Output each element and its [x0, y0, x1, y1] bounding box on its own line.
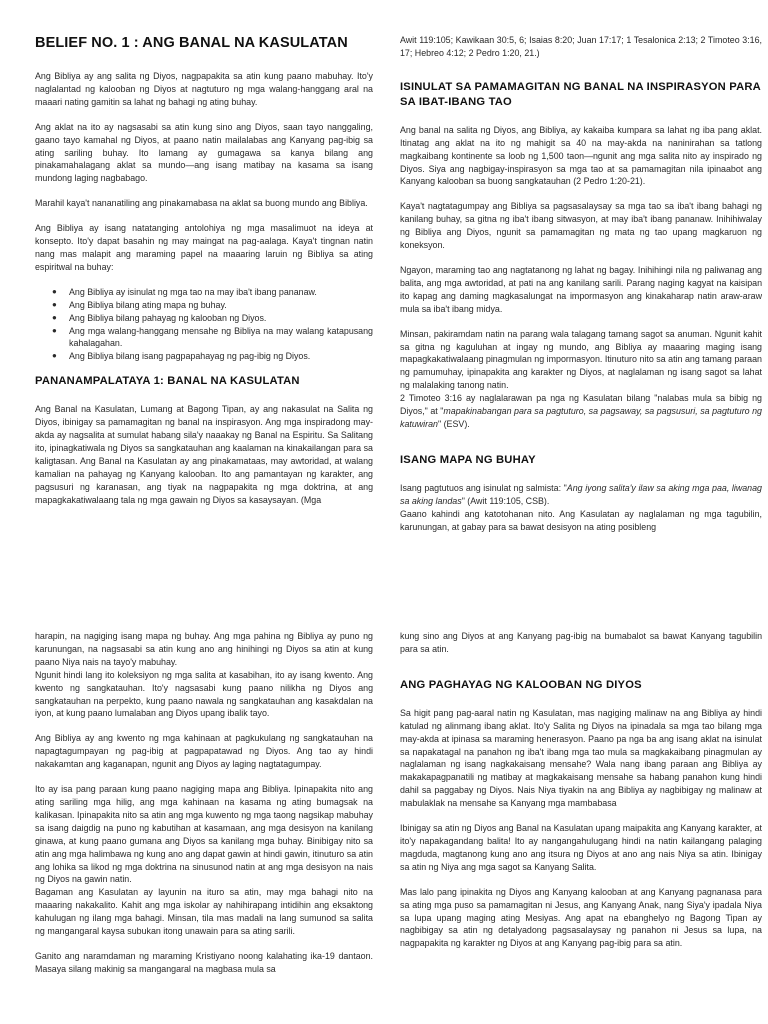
paragraph-with-quote — [400, 482, 762, 508]
paragraph: Marahil kaya't nananatiling ang pinakamabasa na aklat sa buong mundo ang Bibliya. — [35, 198, 368, 209]
paragraph: Ito ay isa pang paraan kung paano nagiging mapa ang Bibliya. Ipinapakita nito ang ating sariling mga hilig, ang mga kahinaan na kasama ng ating bumagsak na kalikasan. Ipinapakita nito sa atin ang mga kuwento ng mga taong nagsikap mabuhay sa isang daigdig na puno ng kabutihan at kasamaan, ang mga desisyon na kanilang ginawa, at kung paano gumana ang Diyos sa kanilang mga buhay. Binibigay nito sa atin ang mga halimbawa ng kung ano ang dapat gawin at hindi gawin, itinuturo sa atin ang lohika sa likod ng mga doktrina na sinusunod natin at ang mga desisyon na nais ng Diyos na gawin natin. — [35, 784, 373, 885]
quote-italic: Ang iyong salita'y ilaw sa aking mga paa, liwanag sa aking landas — [400, 482, 762, 506]
paragraph: kung sino ang Diyos at ang Kanyang pag-ibig na bumabalot sa bawat Kanyang tagubilin para sa atin. — [400, 631, 762, 654]
bullet-icon: ● — [52, 325, 57, 335]
bullet-icon: ● — [52, 351, 57, 361]
paragraph: Ang Bibliya ay ang kwento ng mga kahinaan at pagkukulang ng sangkatauhan na napagtagumpayan ng pag-ibig at pagpapatawad ng Diyos. Ang tao ay hindi nakakamtan ang kaganapan, ngunit ang Diyos ay laging nagtatagumpay. — [35, 733, 373, 770]
quote-italic: mapakinabangan para sa pagtuturo, sa pagsaway, sa pagsusuri, sa pagtuturo ng katuwiran — [400, 406, 762, 429]
paragraph: Ganito ang naramdaman ng maraming Kristiyano noong kalahating ika-19 dantaon. Masaya silang makinig sa mangangaral na magbasa mula sa — [35, 950, 373, 974]
list-item-text: Ang Bibliya bilang isang pagpapahayag ng pag-ibig ng Diyos. — [69, 351, 311, 362]
bullet-list — [35, 286, 373, 363]
paragraph: Ngunit hindi lang ito koleksiyon ng mga salita at kasabihan, ito ay isang kwento. Ang kwento ng sangkatauhan. Ito'y nagsasabi kung paano nilikha ng Diyos ang sangkatauhan na perpekto, kung paano nawala ng sangkatauhan ang kasakdalan na iyon, at kung paano lumalaban ang Diyos upang ibalik tayo. — [35, 669, 373, 719]
paragraph: Ang aklat na ito ay nagsasabi sa atin kung sino ang Diyos, saan tayo nanggaling, gaano tayo kamahal ng Diyos, at paano natin mailalabas ang Kanyang pag-ibig sa ating sariling buhay. Ito lamang ay gumagawa sa kanya bilang ang pinakamahalagang aklat sa mundo—ang isang matibay na kasama sa isang mundong laging nagbabago. — [35, 121, 373, 184]
quote-end: " (ESV). — [437, 418, 470, 429]
paragraph: Ang banal na salita ng Diyos, ang Bibliya, ay kakaiba kumpara sa lahat ng iba pang aklat. Itinatag ang aklat na ito ng mahigit sa 40 na may-akda na naninirahan sa tatlong magkaibang kontinente sa loob ng 1,500 taon—ngunit ang mga salita nito ay inspirado ng Diyos. Siya ang nagbigay-inspirasyon sa mga tao at sa pamamagitan nila ipinaabot ang Kanyang kalooban sa buong sangkatauhan (2 Pedro 1:20-21). — [400, 124, 762, 187]
column-right-top — [400, 34, 762, 568]
quote-text: Isang pagtutuos ang isinulat ng salmista: " — [400, 482, 567, 493]
scripture-references: Awit 119:105; Kawikaan 30:5, 6; Isaias 8:20; Juan 17:17; 1 Tesalonica 2:13; 2 Timoteo 3:16, 17; Hebreo 4:12; 2 Pedro 1:20, 21.) — [400, 35, 762, 58]
paragraph: Kaya't nagtatagumpay ang Bibliya sa pagsasalaysay sa mga tao sa iba't ibang bahagi ng kanilang buhay, sa gitna ng iba't ibang sitwasyon, at may iba't ibang pananaw. Inihihiwalay ng Bibliya ang Diyos, ngunit sa pamamagitan ng mata ng tao upang magkaruon ng koneksyon. — [400, 201, 762, 251]
paragraph: Bagaman ang Kasulatan ay layunin na ituro sa atin, may mga bahagi nito na maaaring nakakalito. Kahit ang mga iskolar ay nahihirapang intidihin ang eksaktong kahulugan ng ilang mga bahagi. Minsan, tila mas madali na lang sumunod sa salita ng mangangaral kaysa subukan itong unawain para sa ating sarili. — [35, 887, 373, 937]
section-heading: ANG PAGHAYAG NG KALOOBAN NG DIYOS — [400, 678, 642, 691]
quote-text: 2 Timoteo 3:16 ay naglalarawan pa nga ng Kasulatan bilang "nalabas mula sa bibig ng Diyos," at " — [400, 393, 762, 417]
paragraph: Ngayon, maraming tao ang nagtatanong ng lahat ng bagay. Inihihingi nila ng paliwanag ang balita, ang mga awtoridad, at pati na ang kanilang sarili. Parang naging kagyat na kaisipan ito kapag ang daming magkasalungat na impormasyon ang kinakaharap natin araw-araw mula sa iba't ibang midya. — [400, 264, 762, 314]
paragraph: Ang Bibliya ay ang salita ng Diyos, nagpapakita sa atin kung paano mabuhay. Ito'y naglalantad ng kalooban ng Diyos at nagtuturo ng mga walang-hanggang aral na maaari nating gamitin sa lahat ng bahagi ng ating buhay. — [35, 71, 373, 107]
list-item — [35, 286, 373, 299]
paragraph: Ang Banal na Kasulatan, Lumang at Bagong Tipan, ay ang nakasulat na Salita ng Diyos, ibinigay sa pamamagitan ng banal na inspirasyon. Ang mga inspiradong may-akda ay nagsalita at sumulat habang sila'y naaakay ng Banal na Espiritu. Sa Salitang ito, ipinagkatiwala ng Diyos sa sangkatauhan ang kaalaman na kinakailangan para sa kaligtasan. Ang Banal na Kasulatan ay ang pinakamataas, may awtoridad, at walang kamalian na pahayag ng Kanyang kalooban. Ito ang pamantayan ng karakter, ang pagsusuri ng karanasan, ang tiyak na nagpapakita ng mga doktrina, at ang mapagkakatiwalaang tala ng mga gawain ng Diyos sa kasaysayan. (Mga — [35, 404, 373, 505]
page-section-bottom — [0, 622, 768, 1024]
column-right-bottom — [400, 630, 762, 1024]
list-item-text: Ang Bibliya bilang ating mapa ng buhay. — [69, 299, 227, 310]
quote-end: " (Awit 119:105, CSB). — [461, 495, 550, 506]
column-left-top — [35, 34, 373, 568]
paragraph-with-quote — [400, 392, 762, 431]
list-item — [35, 350, 373, 363]
section-heading: ISINULAT SA PAMAMAGITAN NG BANAL NA INSPIRASYON PARA SA IBAT-IBANG TAO — [400, 80, 761, 108]
section-heading: ISANG MAPA NG BUHAY — [400, 453, 536, 466]
paragraph: Ibinigay sa atin ng Diyos ang Banal na Kasulatan upang maipakita ang Kanyang karakter, at ito'y napakagandang balita! Ito ay nangangahulugang hindi na natin kailangang palaging magduda, magtanong kung ano ang itsura ng Diyos at ano ang nais Niya sa atin. Ibinigay sa atin ng Niya ang mga sagot sa Kanyang Salita. — [400, 823, 762, 872]
bullet-icon: ● — [52, 312, 57, 322]
list-item — [35, 312, 373, 325]
page-title: BELIEF NO. 1 : ANG BANAL NA KASULATAN — [35, 35, 348, 51]
list-item — [35, 299, 373, 312]
list-item-text: Ang Bibliya bilang pahayag ng kalooban ng Diyos. — [69, 312, 267, 323]
paragraph: Ang Bibliya ay isang natatanging antolohiya ng mga masalimuot na ideya at konsepto. Ito'y dapat basahin ng may maingat na pag-aalaga. Kaya't tingnan natin nang mas malapit ang maraming papel na maaaring laruin ng Bibliya sa ating espiritwal na buhay: — [35, 223, 373, 272]
column-left-bottom — [35, 630, 373, 1024]
paragraph: Gaano kahindi ang katotohanan nito. Ang Kasulatan ay naglalaman ng mga tagubilin, karunungan, at gabay para sa bawat desisyon na ating posibleng — [400, 508, 762, 532]
paragraph: Sa higit pang pag-aaral natin ng Kasulatan, mas nagiging malinaw na ang Bibliya ay hindi katulad ng alinmang ibang aklat. Ito'y Salita ng Diyos na ipinadala sa mga tao bilang mga may-akda at ipinasa sa maraming henerasyon. Paano pa nga ba ang isang aklat na isinulat sa napakatagal na panahon ng iba't ibang mga tao mula sa magkakaibang pinagmulan ay naglalaman ng isang nagkakaisang mensahe? Wala nang ibang paraan ang Bibliya ay makakapagpanatili ng matibay at magkakaisang mensahe sa habang panahon kung hindi dahil sa paggabay ng Diyos. Nais Niya tiyakin na ang Bibliya ay nagbibigay ng malinaw at mabulaklak na mensahe sa Kanyang mga mambabasa — [400, 707, 762, 809]
list-item-text: Ang Bibliya ay isinulat ng mga tao na may iba't ibang pananaw. — [69, 286, 317, 297]
list-item — [35, 325, 373, 351]
paragraph: Minsan, pakiramdam natin na parang wala talagang tamang sagot sa anuman. Ngunit kahit sa gitna ng kaguluhan at ingay ng mundo, ang Bibliya ay maaaring maging isang mapagkakatiwalaang pinagmulan ng impormasyon. Itinuturo nito sa atin ang tamang paraan ng pamumuhay, ipinapakita ang karakter ng Diyos, at naglalaman ng isang sagot sa lahat ng malalaking tanong natin. — [400, 328, 762, 391]
section-heading: PANANAMPALATAYA 1: BANAL NA KASULATAN — [35, 375, 300, 388]
paragraph: harapin, na nagiging isang mapa ng buhay. Ang mga pahina ng Bibliya ay puno ng karunungan, na nagsasabi sa atin kung ano ang hinihingi ng Diyos sa atin at kung paano Niya nais na tayo'y mabuhay. — [35, 631, 373, 667]
bullet-icon: ● — [52, 286, 57, 296]
bullet-icon: ● — [52, 299, 57, 309]
paragraph: Mas lalo pang ipinakita ng Diyos ang Kanyang kalooban at ang Kanyang pagnanasa para sa ating mga puso sa pamamagitan ni Jesus, ang Kanyang Anak, nang Siya'y ipadala Niya sa lupa upang maging ating Mesiyas. Ang apat na ebanghelyo ng Bagong Tipan ay nagbibigay sa atin ng detalyadong pagsasalaysay ng panahon ni Jesus sa lupa, na nagpapakita ng karakter ng Diyos at ang Kanyang pag-ibig para sa atin. — [400, 886, 762, 949]
list-item-text: Ang mga walang-hanggang mensahe ng Bibliya na may walang katapusang kahalagahan. — [69, 325, 373, 349]
